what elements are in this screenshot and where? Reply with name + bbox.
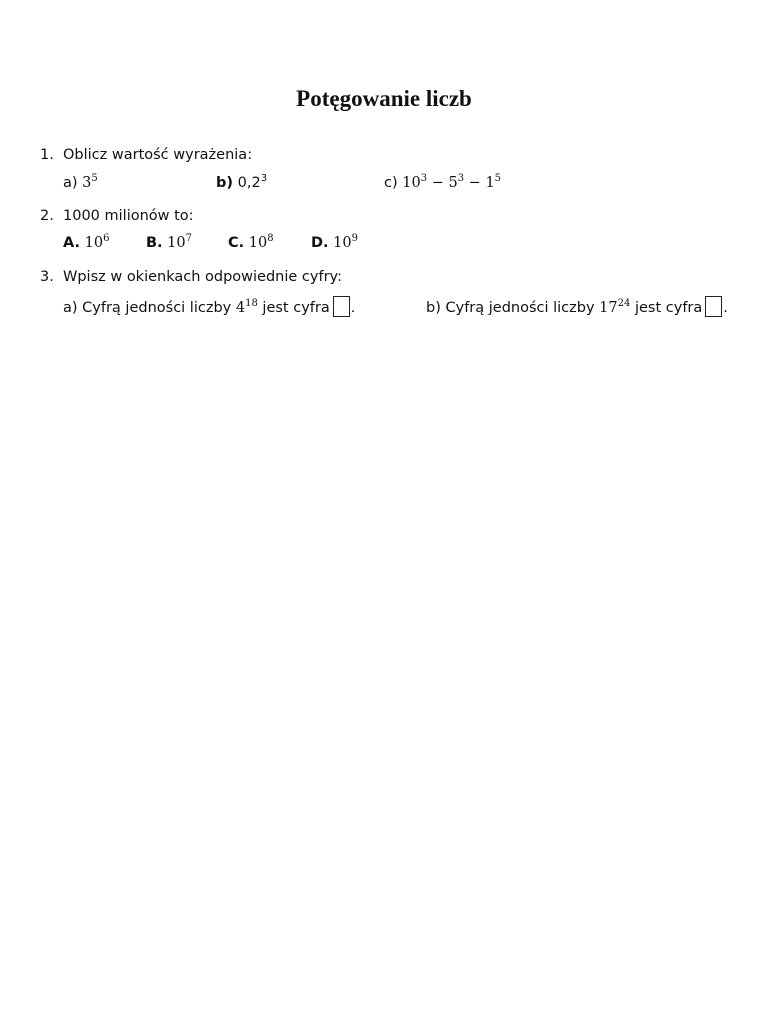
- minus-operator: −: [468, 175, 481, 191]
- answer-box-a[interactable]: [333, 296, 350, 317]
- q2-option-a: [63, 235, 109, 251]
- term-2-base: 5: [448, 175, 458, 191]
- option-prefix: Cyfrą jedności liczby: [82, 300, 232, 316]
- option-label: a): [63, 300, 78, 316]
- option-base: 10: [84, 235, 104, 251]
- option-base: 17: [599, 300, 618, 316]
- q1-option-c: [384, 175, 501, 191]
- q3-option-a: [63, 296, 355, 317]
- option-base: 3: [82, 175, 92, 191]
- q2-option-c: [228, 235, 274, 251]
- option-label: b): [216, 175, 234, 191]
- q2-option-d: [311, 235, 358, 251]
- option-label: c): [384, 175, 398, 191]
- option-prefix: Cyfrą jedności liczby: [445, 300, 595, 316]
- term-1-exponent: 3: [420, 173, 428, 184]
- option-exponent: 8: [267, 233, 274, 244]
- option-exponent: 24: [617, 298, 631, 309]
- question-number: 2.: [40, 208, 54, 224]
- page-title: Potęgowanie liczb: [296, 86, 472, 111]
- option-base: 4: [235, 300, 246, 316]
- option-base: 10: [167, 235, 186, 251]
- q3-option-b: [426, 296, 728, 317]
- option-exponent: 18: [245, 298, 258, 309]
- option-label: a): [63, 175, 78, 191]
- option-label: D.: [311, 235, 329, 251]
- question-number: 1.: [40, 147, 54, 163]
- option-exponent: 6: [103, 233, 110, 244]
- option-exponent: 7: [185, 233, 192, 244]
- answer-box-b[interactable]: [705, 296, 722, 317]
- q1-option-a: [63, 175, 98, 191]
- option-label: B.: [146, 235, 163, 251]
- option-suffix: jest cyfra: [262, 300, 330, 316]
- option-suffix: jest cyfra: [634, 300, 703, 316]
- option-label: b): [426, 300, 441, 316]
- option-exponent: 9: [351, 233, 358, 244]
- minus-operator: −: [431, 175, 444, 191]
- option-base: 0,2: [237, 175, 261, 191]
- q2-option-b: [146, 235, 192, 251]
- term-1-base: 10: [402, 175, 421, 191]
- q1-option-b: [216, 175, 267, 191]
- option-end: .: [350, 300, 356, 316]
- option-label: C.: [228, 235, 245, 251]
- option-end: .: [723, 300, 728, 316]
- option-exponent: 5: [91, 173, 98, 184]
- option-base: 10: [333, 235, 352, 251]
- option-exponent: 3: [260, 173, 268, 184]
- question-text: Oblicz wartość wyrażenia:: [63, 147, 253, 163]
- option-label: A.: [63, 235, 80, 251]
- question-number: 3.: [40, 269, 54, 285]
- term-3-exponent: 5: [494, 173, 502, 184]
- term-3-base: 1: [485, 175, 495, 191]
- option-base: 10: [248, 235, 268, 251]
- term-2-exponent: 3: [457, 173, 465, 184]
- question-text: Wpisz w okienkach odpowiednie cyfry:: [63, 269, 342, 285]
- question-text: 1000 milionów to:: [63, 208, 194, 224]
